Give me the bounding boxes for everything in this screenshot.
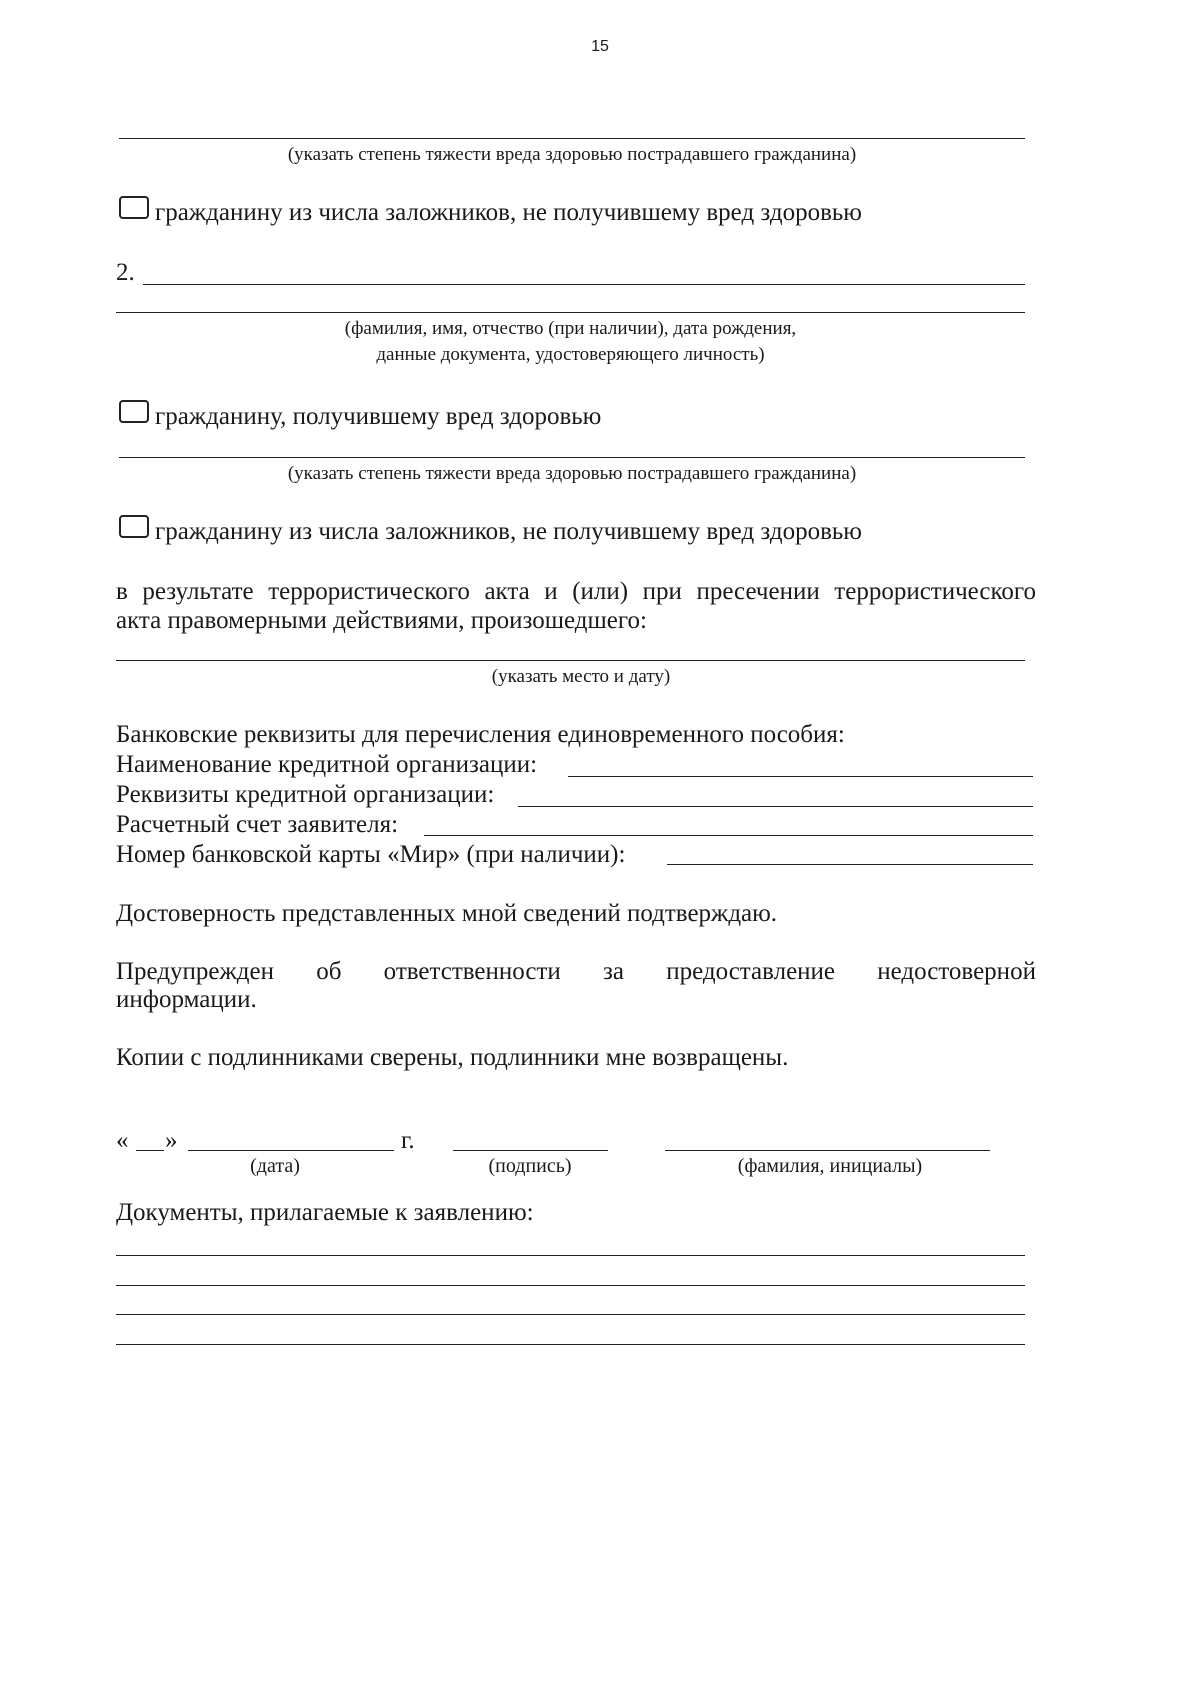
harmed-label: гражданину, получившему вред здоровью (155, 403, 602, 430)
bank-org-details-field[interactable] (518, 806, 1033, 807)
hostage-no-harm-label-2: гражданину из числа заложников, не получившему вред здоровью (155, 518, 862, 545)
person-data-line-1[interactable] (143, 284, 1025, 285)
bank-account-field[interactable] (424, 835, 1033, 836)
bank-org-name-label: Наименование кредитной организации: (116, 751, 538, 778)
name-initials-caption: (фамилия, инициалы) (737, 1155, 923, 1177)
hostage-no-harm-checkbox-1[interactable] (119, 196, 149, 219)
bank-org-name-field[interactable] (568, 776, 1033, 777)
bank-card-label: Номер банковской карты «Мир» (при наличии): (116, 841, 626, 868)
attached-docs-line-3[interactable] (116, 1314, 1025, 1315)
attached-docs-heading: Документы, прилагаемые к заявлению: (116, 1199, 534, 1226)
warning-word: за (603, 958, 624, 985)
attached-docs-line-1[interactable] (116, 1255, 1025, 1256)
name-initials-field[interactable] (665, 1150, 990, 1151)
attached-docs-line-2[interactable] (116, 1285, 1025, 1286)
injury-severity-line-2[interactable] (119, 457, 1025, 458)
injury-severity-caption-2: (указать степень тяжести вреда здоровью пострадавшего гражданина) (287, 463, 857, 484)
bank-account-label: Расчетный счет заявителя: (116, 811, 399, 838)
bank-heading: Банковские реквизиты для перечисления единовременного пособия: (116, 721, 845, 748)
hostage-no-harm-checkbox-2[interactable] (119, 515, 149, 538)
date-month-field[interactable] (188, 1150, 394, 1151)
injury-severity-caption-1: (указать степень тяжести вреда здоровью пострадавшего гражданина) (287, 144, 857, 165)
date-quote-close: » (165, 1127, 178, 1154)
confirm-statement: Достоверность представленных мной сведений подтверждаю. (116, 900, 778, 927)
person-caption-line2: данные документа, удостоверяющего личность) (376, 344, 765, 365)
copies-statement: Копии с подлинниками сверены, подлинники мне возвращены. (116, 1044, 789, 1071)
warning-line2: информации. (116, 986, 257, 1013)
attached-docs-line-4[interactable] (116, 1344, 1025, 1345)
bank-card-field[interactable] (667, 864, 1033, 865)
warning-word: Предупрежден (116, 958, 274, 985)
item-2-number: 2. (116, 259, 135, 286)
bank-org-details-label: Реквизиты кредитной организации: (116, 781, 495, 808)
date-caption: (дата) (250, 1155, 300, 1177)
warning-word: ответственности (383, 958, 561, 985)
date-day-field[interactable] (136, 1150, 164, 1151)
warning-word: предоставление (666, 958, 836, 985)
injury-severity-line-1[interactable] (119, 138, 1025, 139)
signature-caption: (подпись) (488, 1155, 572, 1177)
harmed-checkbox[interactable] (119, 400, 149, 423)
signature-field[interactable] (453, 1150, 608, 1151)
place-date-caption: (указать место и дату) (491, 666, 671, 687)
page-number: 15 (591, 38, 609, 55)
person-data-line-2[interactable] (116, 312, 1025, 313)
place-date-line[interactable] (116, 660, 1025, 661)
terror-paragraph-line1: в результате террористического акта и (или) при пресечении террористического (116, 578, 1036, 605)
hostage-no-harm-label-1: гражданину из числа заложников, не получившему вред здоровью (155, 199, 862, 226)
warning-line1 (116, 957, 1036, 987)
terror-paragraph-line2: акта правомерными действиями, произошедшего: (116, 607, 647, 634)
date-year-suffix: г. (401, 1127, 415, 1154)
date-quote-open: « (116, 1127, 129, 1154)
warning-word: недостоверной (877, 958, 1036, 985)
person-caption-line1: (фамилия, имя, отчество (при наличии), дата рождения, (344, 318, 797, 339)
warning-word: об (316, 958, 342, 985)
